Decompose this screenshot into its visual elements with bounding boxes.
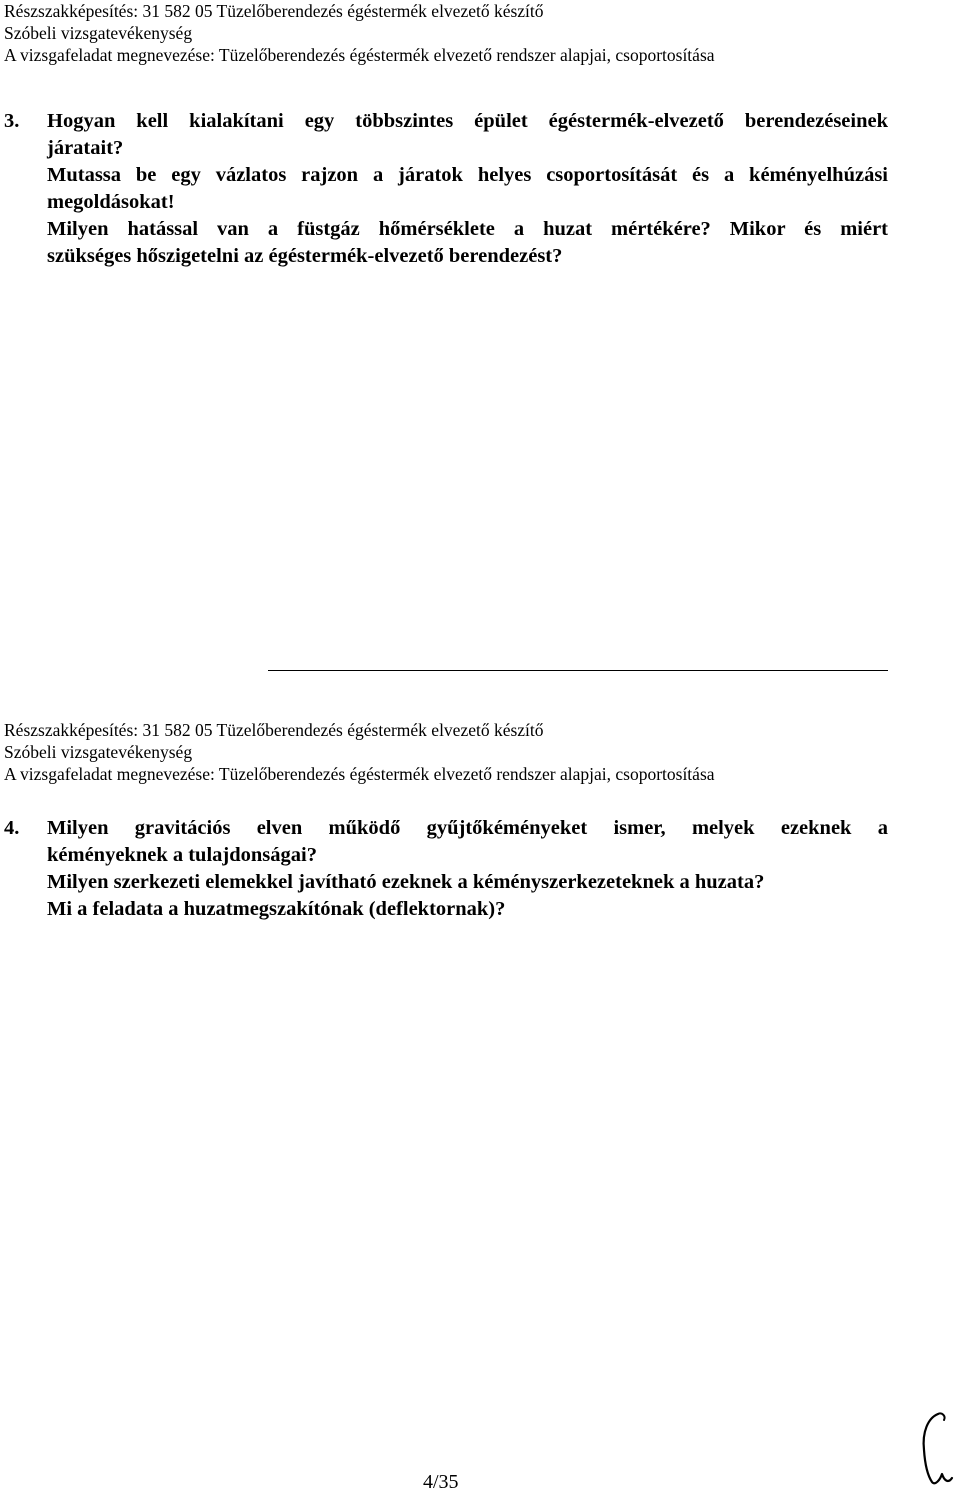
question-text-line: Mi a feladata a huzatmegszakítónak (deflektornak)?: [47, 898, 506, 920]
header-exam-activity: Szóbeli vizsgatevékenység: [4, 23, 193, 43]
question-text-line: Milyen gravitációs elven működő gyűjtőkéményeket ismer, melyek ezeknek a: [47, 817, 888, 839]
page-number: 4/35: [423, 1471, 459, 1493]
question-text-line: Hogyan kell kialakítani egy többszintes épület égéstermék-elvezető berendezéseinek: [47, 110, 888, 132]
page-header: [4, 719, 715, 785]
question-text-line: megoldásokat!: [47, 191, 175, 213]
header-task-name: A vizsgafeladat megnevezése: Tüzelőberendezés égéstermék elvezető rendszer alapjai, csoportosítása: [4, 45, 715, 65]
question-3: [4, 108, 888, 270]
handwritten-signature-mark: [918, 1410, 954, 1488]
question-text-line: Milyen szerkezeti elemekkel javítható ezeknek a kéményszerkezeteknek a huzata?: [47, 871, 765, 893]
header-qualification: Részszakképesítés: 31 582 05 Tüzelőberendezés égéstermék elvezető készítő: [4, 1, 544, 21]
section-divider: [268, 670, 888, 671]
header-task-name: A vizsgafeladat megnevezése: Tüzelőberendezés égéstermék elvezető rendszer alapjai, csoportosítása: [4, 764, 715, 784]
question-text-line: kéményeknek a tulajdonságai?: [47, 844, 317, 866]
question-number: 4.: [4, 817, 20, 839]
header-qualification: Részszakképesítés: 31 582 05 Tüzelőberendezés égéstermék elvezető készítő: [4, 720, 544, 740]
question-text-line: szükséges hőszigetelni az égéstermék-elvezető berendezést?: [47, 245, 563, 267]
question-4: [4, 815, 888, 923]
question-number: 3.: [4, 110, 20, 132]
header-exam-activity: Szóbeli vizsgatevékenység: [4, 742, 193, 762]
question-text-line: Mutassa be egy vázlatos rajzon a járatok helyes csoportosítását és a kéményelhúzási: [47, 164, 888, 186]
question-text-line: járatait?: [47, 137, 124, 159]
page-header: [4, 0, 715, 66]
question-text-line: Milyen hatással van a füstgáz hőmérséklete a huzat mértékére? Mikor és miért: [47, 218, 888, 240]
